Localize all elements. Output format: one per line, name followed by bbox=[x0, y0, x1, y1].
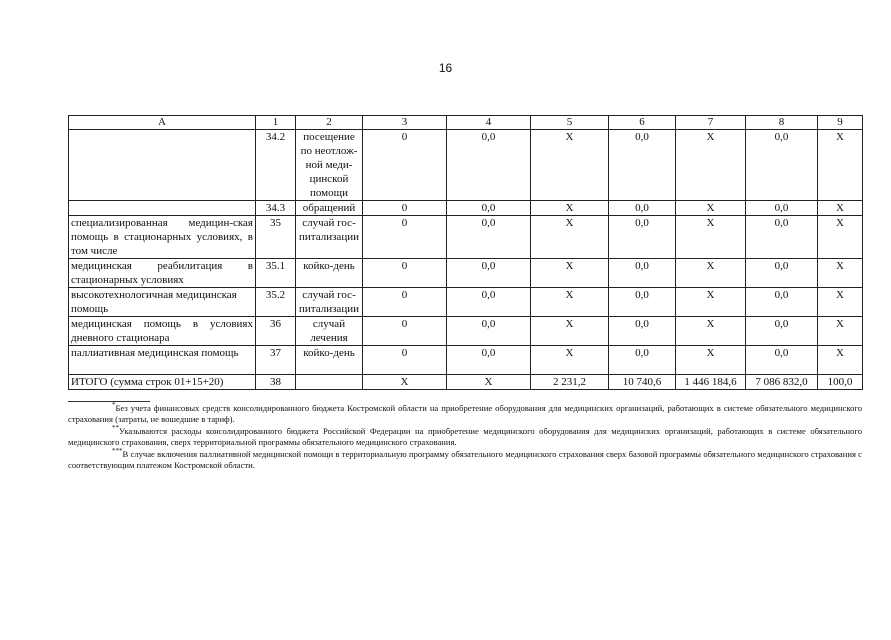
header-cell: А bbox=[69, 116, 256, 130]
cell-col6: 0,0 bbox=[609, 259, 676, 288]
row-unit-cell: обращений bbox=[296, 201, 363, 216]
row-line-cell: 34.3 bbox=[256, 201, 296, 216]
row-name-cell: медицинская помощь в условиях дневного стационара bbox=[69, 317, 256, 346]
cell-col6: 0,0 bbox=[609, 346, 676, 375]
table-row bbox=[69, 346, 863, 375]
row-line-cell: 37 bbox=[256, 346, 296, 375]
cell-col6: 10 740,6 bbox=[609, 375, 676, 390]
cell-col3: 0 bbox=[363, 288, 447, 317]
table-row-total bbox=[69, 375, 863, 390]
row-name-cell: паллиативная медицинская помощь bbox=[69, 346, 256, 375]
row-name-cell: медицинская реабилитация в стационарных условиях bbox=[69, 259, 256, 288]
cell-col9: Х bbox=[818, 216, 863, 259]
header-cell: 4 bbox=[447, 116, 531, 130]
cell-col8: 0,0 bbox=[746, 130, 818, 201]
footnote-mark: *** bbox=[112, 447, 123, 456]
row-name-cell: высокотехнологичная медицинская помощь bbox=[69, 288, 256, 317]
data-table bbox=[68, 115, 863, 390]
cell-col6: 0,0 bbox=[609, 317, 676, 346]
cell-col4: Х bbox=[447, 375, 531, 390]
cell-col3: 0 bbox=[363, 259, 447, 288]
footnotes bbox=[68, 401, 862, 472]
cell-col3: 0 bbox=[363, 346, 447, 375]
row-unit-cell: койко-день bbox=[296, 259, 363, 288]
row-unit-cell: посещение по неотлож-ной меди-цинской помощи bbox=[296, 130, 363, 201]
row-line-cell: 35.1 bbox=[256, 259, 296, 288]
cell-col9: Х bbox=[818, 346, 863, 375]
cell-col4: 0,0 bbox=[447, 346, 531, 375]
row-line-cell: 35.2 bbox=[256, 288, 296, 317]
cell-col6: 0,0 bbox=[609, 201, 676, 216]
header-cell: 7 bbox=[676, 116, 746, 130]
footnote-mark: ** bbox=[112, 424, 119, 433]
table-row bbox=[69, 288, 863, 317]
cell-col9: Х bbox=[818, 259, 863, 288]
cell-col7: Х bbox=[676, 317, 746, 346]
cell-col5: Х bbox=[531, 130, 609, 201]
row-line-cell: 34.2 bbox=[256, 130, 296, 201]
cell-col9: Х bbox=[818, 130, 863, 201]
table-header-row bbox=[69, 116, 863, 130]
cell-col7: Х bbox=[676, 216, 746, 259]
footnote bbox=[68, 426, 862, 448]
row-name-cell: специализированная медицин-ская помощь в стационарных условиях, в том числе bbox=[69, 216, 256, 259]
cell-col4: 0,0 bbox=[447, 130, 531, 201]
header-cell: 1 bbox=[256, 116, 296, 130]
cell-col6: 0,0 bbox=[609, 216, 676, 259]
footnote-text: В случае включения паллиативной медицинской помощи в территориальную программу обязательного медицинского страхования сверх базовой программы обязательного медицинского страхования с соответствующим платежом Костромской области. bbox=[68, 449, 862, 470]
header-cell: 6 bbox=[609, 116, 676, 130]
cell-col6: 0,0 bbox=[609, 288, 676, 317]
cell-col9: Х bbox=[818, 288, 863, 317]
header-cell: 9 bbox=[818, 116, 863, 130]
cell-col4: 0,0 bbox=[447, 288, 531, 317]
cell-col8: 0,0 bbox=[746, 288, 818, 317]
cell-col5: 2 231,2 bbox=[531, 375, 609, 390]
row-unit-cell bbox=[296, 375, 363, 390]
cell-col8: 0,0 bbox=[746, 259, 818, 288]
footnote bbox=[68, 403, 862, 425]
table-row bbox=[69, 317, 863, 346]
cell-col6: 0,0 bbox=[609, 130, 676, 201]
row-line-cell: 35 bbox=[256, 216, 296, 259]
cell-col9: 100,0 bbox=[818, 375, 863, 390]
cell-col5: Х bbox=[531, 216, 609, 259]
header-cell: 3 bbox=[363, 116, 447, 130]
row-unit-cell: случай гос-питализации bbox=[296, 288, 363, 317]
cell-col8: 7 086 832,0 bbox=[746, 375, 818, 390]
footnote-mark: * bbox=[112, 401, 116, 410]
header-cell: 5 bbox=[531, 116, 609, 130]
footnote bbox=[68, 449, 862, 471]
cell-col3: 0 bbox=[363, 317, 447, 346]
cell-col7: Х bbox=[676, 201, 746, 216]
cell-col4: 0,0 bbox=[447, 216, 531, 259]
cell-col3: Х bbox=[363, 375, 447, 390]
cell-col9: Х bbox=[818, 201, 863, 216]
cell-col8: 0,0 bbox=[746, 317, 818, 346]
table-row bbox=[69, 216, 863, 259]
row-unit-cell: случай гос-питализации bbox=[296, 216, 363, 259]
cell-col7: Х bbox=[676, 130, 746, 201]
row-name-cell bbox=[69, 130, 256, 201]
row-unit-cell: случай лечения bbox=[296, 317, 363, 346]
cell-col9: Х bbox=[818, 317, 863, 346]
cell-col4: 0,0 bbox=[447, 317, 531, 346]
table-row bbox=[69, 201, 863, 216]
cell-col5: Х bbox=[531, 259, 609, 288]
table-row bbox=[69, 259, 863, 288]
footnote-text: Указываются расходы консолидированного бюджета Российской Федерации на приобретение медицинского оборудования для медицинских организаций, работающих в системе обязательного медицинского страхования, сверх территориальной программы обязательного медицинского страхования. bbox=[68, 426, 862, 447]
header-cell: 8 bbox=[746, 116, 818, 130]
row-name-cell bbox=[69, 201, 256, 216]
cell-col5: Х bbox=[531, 288, 609, 317]
cell-col7: Х bbox=[676, 288, 746, 317]
cell-col7: Х bbox=[676, 346, 746, 375]
cell-col5: Х bbox=[531, 346, 609, 375]
cell-col7: 1 446 184,6 bbox=[676, 375, 746, 390]
footnote-separator bbox=[68, 401, 150, 402]
cell-col8: 0,0 bbox=[746, 216, 818, 259]
footnote-text: Без учета финансовых средств консолидированного бюджета Костромской области на приобретение оборудования для медицинских организаций, работающих в системе обязательного медицинского страхования (затраты, не вошедшие в тариф). bbox=[68, 403, 862, 424]
cell-col8: 0,0 bbox=[746, 201, 818, 216]
cell-col8: 0,0 bbox=[746, 346, 818, 375]
row-unit-cell: койко-день bbox=[296, 346, 363, 375]
row-line-cell: 38 bbox=[256, 375, 296, 390]
cell-col4: 0,0 bbox=[447, 201, 531, 216]
header-cell: 2 bbox=[296, 116, 363, 130]
row-line-cell: 36 bbox=[256, 317, 296, 346]
cell-col3: 0 bbox=[363, 130, 447, 201]
cell-col3: 0 bbox=[363, 201, 447, 216]
table-row bbox=[69, 130, 863, 201]
page-number: 16 bbox=[438, 61, 453, 75]
cell-col5: Х bbox=[531, 201, 609, 216]
cell-col5: Х bbox=[531, 317, 609, 346]
cell-col7: Х bbox=[676, 259, 746, 288]
row-name-cell: ИТОГО (сумма строк 01+15+20) bbox=[69, 375, 256, 390]
cell-col4: 0,0 bbox=[447, 259, 531, 288]
cell-col3: 0 bbox=[363, 216, 447, 259]
